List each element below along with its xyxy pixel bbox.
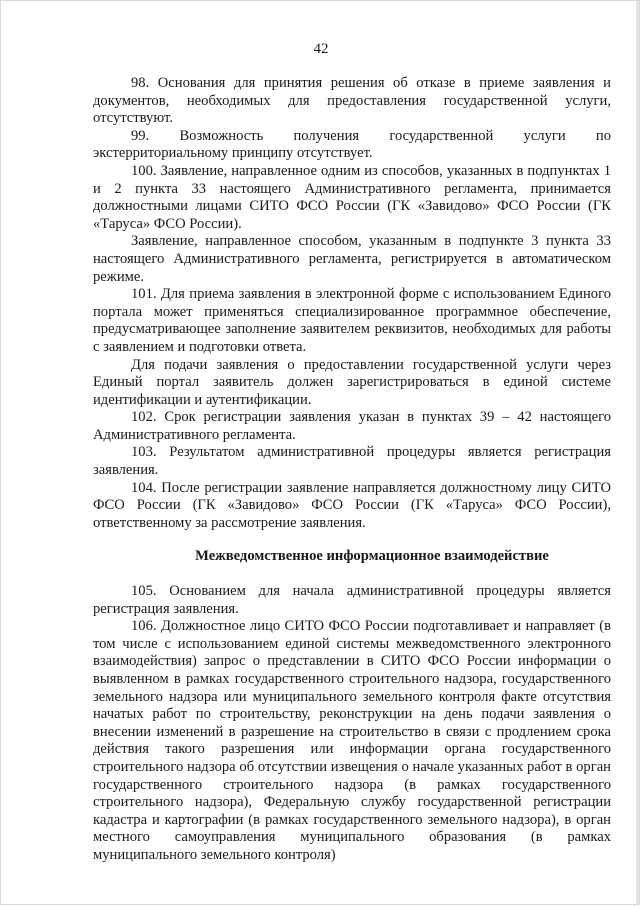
paragraph-101: 101. Для приема заявления в электронной форме с использованием Единого портала может применяться специализированное программное обеспечение, предусматривающее заполнение заявителем реквизитов, необходимых для работы с заявлением и подготовки ответа. xyxy=(93,286,611,355)
paragraph-105: 105. Основанием для начала административной процедуры является регистрация заявления. xyxy=(93,583,611,617)
paragraph-100-continued: Заявление, направленное способом, указанным в подпункте 3 пункта 33 настоящего Административного регламента, регистрируется в автоматическом режиме. xyxy=(93,233,611,285)
section-heading: Межведомственное информационное взаимодействие xyxy=(195,548,549,565)
paragraph-106: 106. Должностное лицо СИТО ФСО России подготавливает и направляет (в том числе с использованием единой системы межведомственного электронного взаимодействия) запрос о представлении в СИТО ФСО России информации о выявленном в рамках государственного строительного надзора, государственного земельного надзора или муниципального земельного контроля факте отсутствия начатых работ по строительству, реконструкции на день подачи заявления о внесении изменений в разрешение на строительство в связи с продлением срока действия такого разрешения или информации органа государственного строительного надзора об отсутствии извещения о начале указанных работ в орган государственного строительного надзора (в рамках государственного строительного надзора), Федеральную службу государственной регистрации кадастра и картографии (в рамках государственного земельного надзора), в орган местного самоуправления муниципального образования (в рамках муниципального земельного контроля) xyxy=(93,618,611,863)
document-body xyxy=(93,75,611,865)
page-edge-shadow xyxy=(636,1,639,906)
paragraph-103: 103. Результатом административной процедуры является регистрация заявления. xyxy=(93,444,611,479)
page-number: 42 xyxy=(313,41,329,57)
paragraph-98: 98. Основания для принятия решения об отказе в приеме заявления и документов, необходимых для предоставления государственной услуги, отсутствуют. xyxy=(93,75,611,127)
paragraph-101-continued: Для подачи заявления о предоставлении государственной услуги через Единый портал заявитель должен зарегистрироваться в единой системе идентификации и аутентификации. xyxy=(93,356,611,408)
paragraph-99: 99. Возможность получения государственной услуги по экстерриториальному принципу отсутствует. xyxy=(93,127,611,162)
paragraph-104: 104. После регистрации заявление направляется должностному лицу СИТО ФСО России (ГК «Завидово» ФСО России (ГК «Таруса» ФСО России), ответственному за рассмотрение заявления. xyxy=(93,479,611,531)
paragraph-102: 102. Срок регистрации заявления указан в пунктах 39 – 42 настоящего Административного регламента. xyxy=(93,409,611,443)
paragraph-100: 100. Заявление, направленное одним из способов, указанных в подпунктах 1 и 2 пункта 33 настоящего Административного регламента, принимается должностными лицами СИТО ФСО России (ГК «Завидово» ФСО России (ГК «Таруса» ФСО России). xyxy=(93,162,611,232)
